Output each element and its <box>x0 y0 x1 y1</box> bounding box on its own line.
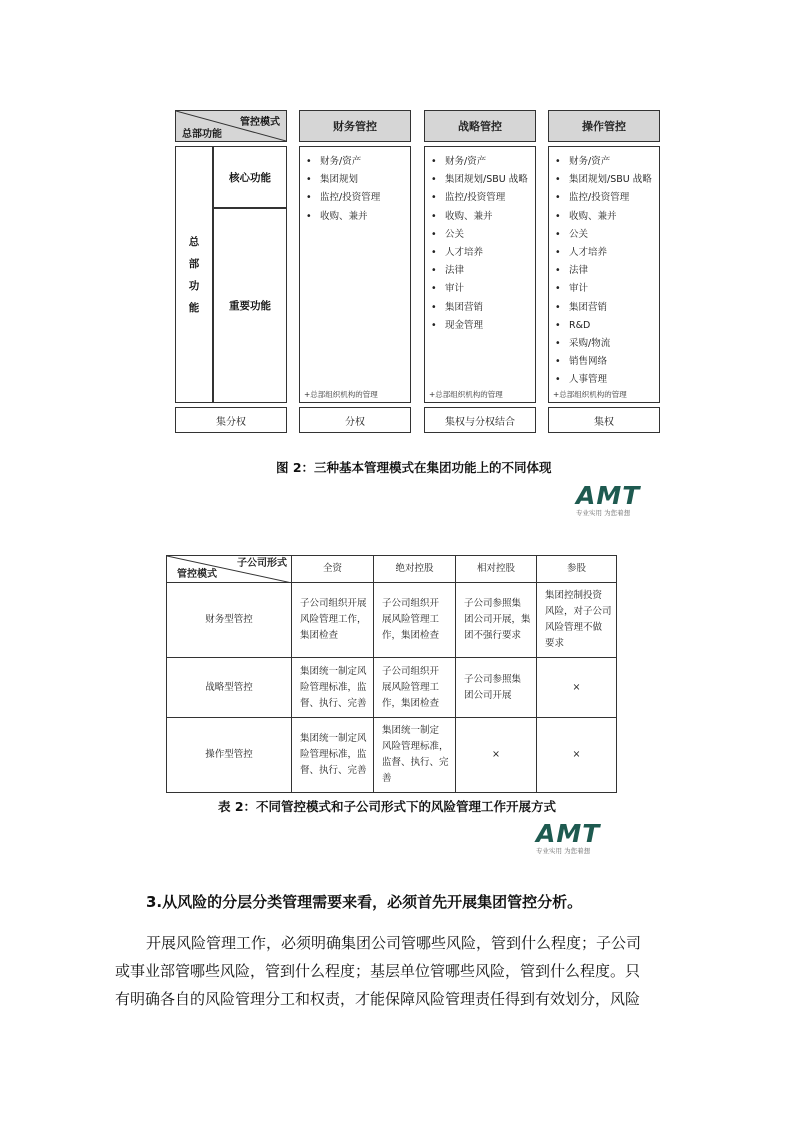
table-row <box>167 658 617 718</box>
fig2-col-operational <box>548 146 660 403</box>
table-cell: 集团控制投资 风险，对子公司 风险管理不做 要求 <box>537 583 617 658</box>
figure-2-caption: 图 2：三种基本管理模式在集团功能上的不同体现 <box>276 460 552 475</box>
amt-logo-slogan: 专业实用 为您着想 <box>576 509 631 517</box>
fig2-bottom-combined: 集权与分权结合 <box>424 407 536 433</box>
table-cell: 子公司参照集 团公司开展 <box>456 658 537 718</box>
section-heading: 3.从风险的分层分类管理需要来看，必须首先开展集团管控分析。 <box>146 893 583 911</box>
list-item: • 财务/资产 <box>555 153 659 171</box>
fig2-bottom-decentralized: 分权 <box>299 407 411 433</box>
fig2-financial-list <box>300 147 410 226</box>
list-item: • 收购、兼并 <box>431 208 535 226</box>
amt-logo-slogan: 专业实用 为您着想 <box>536 847 591 855</box>
list-item: • 集团营销 <box>555 299 659 317</box>
table-cell: 子公司组织开展 风险管理工作， 集团检查 <box>292 583 374 658</box>
fig2-strategic-list <box>425 147 535 335</box>
table2-col-equity: 参股 <box>537 556 617 583</box>
fig2-footnote: +总部组织机构的管理 <box>304 390 378 399</box>
table-cell: 集团统一制定风 险管理标准，监 督、执行、完善 <box>292 718 374 793</box>
amt-logo <box>576 481 656 517</box>
list-item: • 采购/物流 <box>555 335 659 353</box>
list-item: • 人才培养 <box>431 244 535 262</box>
table-2-caption: 表 2：不同管控模式和子公司形式下的风险管理工作开展方式 <box>218 799 557 814</box>
table-cell: 子公司组织开 展风险管理工 作，集团检查 <box>374 583 456 658</box>
list-item: • 集团规划/SBU 战略 <box>555 171 659 189</box>
fig2-row-important: 重要功能 <box>229 300 271 312</box>
list-item: • 人事管理 <box>555 371 659 389</box>
fig2-diag-bottom: 总部功能 <box>182 129 222 140</box>
table2-col-wholly-owned: 全资 <box>292 556 374 583</box>
fig2-vertical-label: 总 部 功 能 <box>188 236 200 314</box>
table-cell: 集团统一制定 风险管理标准， 监督、执行、完 善 <box>374 718 456 793</box>
fig2-operational-list <box>549 147 659 390</box>
amt-logo-word: AMT <box>536 819 601 848</box>
table2-row-label: 战略型管控 <box>167 658 292 718</box>
amt-logo-word: AMT <box>576 481 641 510</box>
list-item: • 财务/资产 <box>431 153 535 171</box>
amt-logo <box>536 819 616 855</box>
table2-header-corner <box>167 556 292 583</box>
fig2-row-core: 核心功能 <box>229 171 271 184</box>
table-cell: 子公司参照集 团公司开展，集 团不强行要求 <box>456 583 537 658</box>
table-cell: 集团统一制定风 险管理标准，监 督、执行、完善 <box>292 658 374 718</box>
table2-col-relative: 相对控股 <box>456 556 537 583</box>
list-item: • 集团规划/SBU 战略 <box>431 171 535 189</box>
fig2-bottom-centralized: 集权 <box>548 407 660 433</box>
list-item: • 法律 <box>431 262 535 280</box>
fig2-col-financial <box>299 146 411 403</box>
table-cell: × <box>537 658 617 718</box>
table2-col-absolute: 绝对控股 <box>374 556 456 583</box>
fig2-left-frame <box>175 146 287 403</box>
paragraph-line: 开展风险管理工作，必须明确集团公司管哪些风险，管到什么程度；子公司 <box>146 934 642 952</box>
table2-diag-bottom: 管控模式 <box>177 569 217 580</box>
fig2-footnote: +总部组织机构的管理 <box>429 390 503 399</box>
list-item: • 人才培养 <box>555 244 659 262</box>
list-item: • 监控/投资管理 <box>431 189 535 207</box>
table2-row-label: 操作型管控 <box>167 718 292 793</box>
table-row <box>167 718 617 793</box>
list-item: • 收购、兼并 <box>306 208 410 226</box>
fig2-col-strategic <box>424 146 536 403</box>
list-item: • 审计 <box>431 280 535 298</box>
list-item: • 法律 <box>555 262 659 280</box>
section-paragraph <box>115 929 675 1013</box>
table-2 <box>166 555 617 793</box>
fig2-diag-top: 管控模式 <box>240 117 280 128</box>
list-item: • 公关 <box>555 226 659 244</box>
fig2-footnote: +总部组织机构的管理 <box>553 390 627 399</box>
table-cell: × <box>456 718 537 793</box>
fig2-header-strategic: 战略管控 <box>424 110 536 142</box>
list-item: • 财务/资产 <box>306 153 410 171</box>
list-item: • 集团营销 <box>431 299 535 317</box>
fig2-header-financial: 财务管控 <box>299 110 411 142</box>
table2-diag-top: 子公司形式 <box>237 558 287 569</box>
list-item: • 公关 <box>431 226 535 244</box>
table-cell: × <box>537 718 617 793</box>
list-item: • 集团规划 <box>306 171 410 189</box>
paragraph-line: 或事业部管哪些风险，管到什么程度；基层单位管哪些风险，管到什么程度。只 <box>115 962 641 980</box>
fig2-bottom-centralization: 集分权 <box>175 407 287 433</box>
list-item: • 收购、兼并 <box>555 208 659 226</box>
list-item: • 现金管理 <box>431 317 535 335</box>
table-row <box>167 583 617 658</box>
list-item: • 审计 <box>555 280 659 298</box>
list-item: • 销售网络 <box>555 353 659 371</box>
figure-2 <box>175 110 663 435</box>
list-item: • 监控/投资管理 <box>306 189 410 207</box>
table-cell: 子公司组织开 展风险管理工 作，集团检查 <box>374 658 456 718</box>
paragraph-line: 有明确各自的风险管理分工和权责，才能保障风险管理责任得到有效划分，风险 <box>115 990 641 1008</box>
table2-row-label: 财务型管控 <box>167 583 292 658</box>
list-item: • 监控/投资管理 <box>555 189 659 207</box>
list-item: • R&D <box>555 317 659 335</box>
table-header-row <box>167 556 617 583</box>
fig2-header-corner <box>175 110 287 142</box>
fig2-header-operational: 操作管控 <box>548 110 660 142</box>
